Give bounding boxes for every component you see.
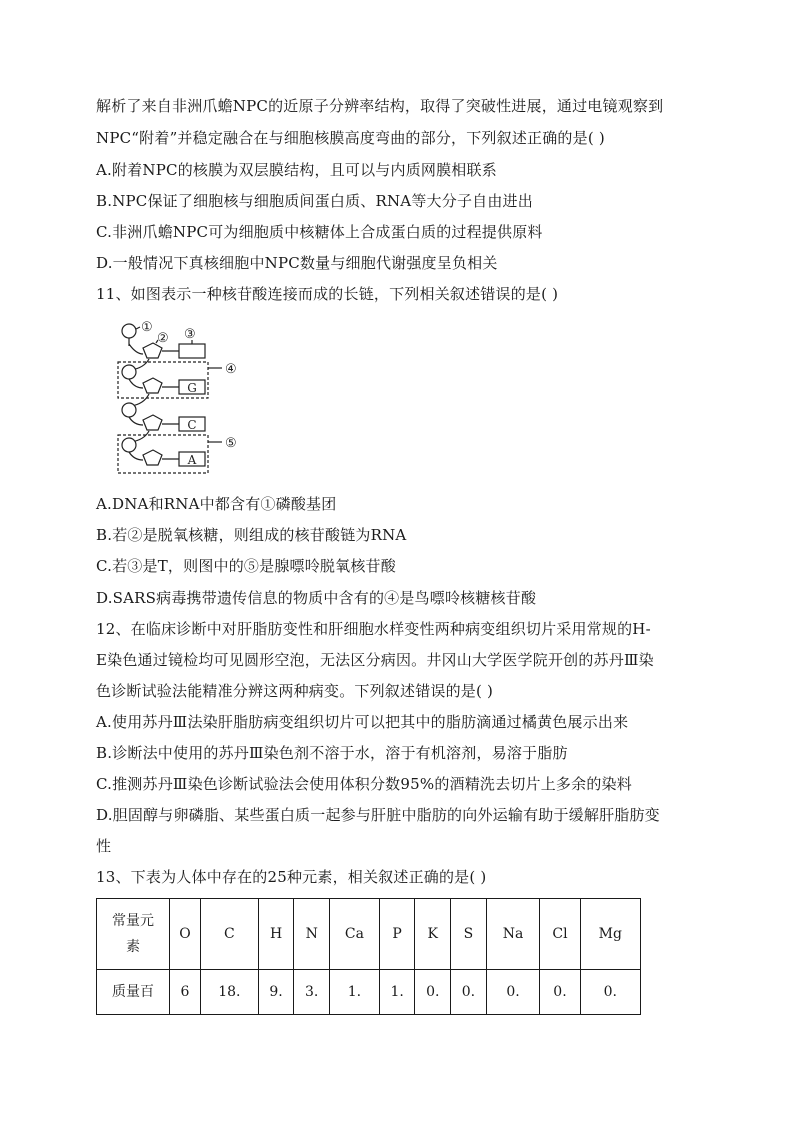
text-line-2: NPC“附着”并稳定融合在与细胞核膜高度弯曲的部分，下列叙述正确的是( ) bbox=[96, 129, 605, 147]
base-3-box bbox=[179, 344, 205, 358]
question-12-line-2: E染色通过镜检均可见圆形空泡，无法区分病因。井冈山大学医学院开创的苏丹Ⅲ染 bbox=[96, 651, 654, 669]
element-cell: N bbox=[294, 899, 330, 970]
element-cell: H bbox=[258, 899, 294, 970]
option-10a: A.附着NPC的核膜为双层膜结构，且可以与内质网膜相联系 bbox=[96, 161, 497, 179]
value-cell: 0. bbox=[486, 970, 540, 1015]
header-cell: 质量百 bbox=[97, 970, 170, 1015]
base-g: G bbox=[187, 381, 197, 395]
option-12c: C.推测苏丹Ⅲ染色诊断试验法会使用体积分数95%的酒精洗去切片上多余的染料 bbox=[96, 775, 632, 793]
question-11: 11、如图表示一种核苷酸连接而成的长链，下列相关叙述错误的是( ) bbox=[96, 285, 559, 303]
value-cell: 9. bbox=[258, 970, 294, 1015]
element-cell: P bbox=[379, 899, 415, 970]
question-12-line-3: 色诊断试验法能精准分辨这两种病变。下列叙述错误的是( ) bbox=[96, 682, 494, 700]
nucleotide-chain-diagram bbox=[112, 318, 252, 480]
option-12d-cont: 性 bbox=[96, 837, 112, 855]
label-1: ① bbox=[141, 320, 153, 335]
base-a: A bbox=[187, 453, 197, 467]
label-2: ② bbox=[157, 331, 169, 346]
option-11b: B.若②是脱氧核糖，则组成的核苷酸链为RNA bbox=[96, 526, 407, 544]
value-cell: 1. bbox=[330, 970, 380, 1015]
header-cell: 常量元 素 bbox=[97, 899, 170, 970]
option-12a: A.使用苏丹Ⅲ法染肝脂肪病变组织切片可以把其中的脂肪滴通过橘黄色展示出来 bbox=[96, 713, 629, 731]
option-10c: C.非洲爪蟾NPC可为细胞质中核糖体上合成蛋白质的过程提供原料 bbox=[96, 223, 543, 241]
option-10d: D.一般情况下真核细胞中NPC数量与细胞代谢强度呈负相关 bbox=[96, 254, 498, 272]
label-3: ③ bbox=[184, 327, 196, 342]
text-line-1: 解析了来自非洲爪蟾NPC的近原子分辨率结构，取得了突破性进展，通过电镜观察到 bbox=[96, 97, 664, 115]
element-cell: Ca bbox=[330, 899, 380, 970]
value-cell: 18. bbox=[200, 970, 258, 1015]
option-12b: B.诊断法中使用的苏丹Ⅲ染色剂不溶于水，溶于有机溶剂，易溶于脂肪 bbox=[96, 744, 568, 762]
value-cell: 0. bbox=[540, 970, 580, 1015]
value-cell: 1. bbox=[379, 970, 415, 1015]
label-5: ⑤ bbox=[225, 436, 237, 451]
value-cell: 3. bbox=[294, 970, 330, 1015]
option-11d: D.SARS病毒携带遗传信息的物质中含有的④是鸟嘌呤核糖核苷酸 bbox=[96, 589, 537, 607]
element-cell: S bbox=[451, 899, 487, 970]
element-cell: Na bbox=[486, 899, 540, 970]
element-cell: Cl bbox=[540, 899, 580, 970]
label-4: ④ bbox=[225, 362, 237, 377]
element-cell: K bbox=[415, 899, 451, 970]
question-13: 13、下表为人体中存在的25种元素，相关叙述正确的是( ) bbox=[96, 868, 487, 886]
element-cell: C bbox=[200, 899, 258, 970]
value-cell: 6 bbox=[170, 970, 201, 1015]
value-cell: 0. bbox=[580, 970, 640, 1015]
phosphate-1 bbox=[122, 324, 136, 338]
base-c: C bbox=[187, 418, 197, 432]
option-12d: D.胆固醇与卵磷脂、某些蛋白质一起参与肝脏中脂肪的向外运输有助于缓解肝脂肪变 bbox=[96, 806, 660, 824]
element-cell: O bbox=[170, 899, 201, 970]
option-11c: C.若③是T，则图中的⑤是腺嘌呤脱氧核苷酸 bbox=[96, 557, 396, 575]
element-table bbox=[96, 898, 641, 1015]
question-12-line-1: 12、在临床诊断中对肝脂肪变性和肝细胞水样变性两种病变组织切片采用常规的H- bbox=[96, 620, 651, 638]
option-11a: A.DNA和RNA中都含有①磷酸基团 bbox=[96, 495, 337, 513]
table-row-values bbox=[97, 970, 641, 1015]
option-10b: B.NPC保证了细胞核与细胞质间蛋白质、RNA等大分子自由进出 bbox=[96, 192, 533, 210]
element-cell: Mg bbox=[580, 899, 640, 970]
table-row-elements bbox=[97, 899, 641, 970]
value-cell: 0. bbox=[451, 970, 487, 1015]
value-cell: 0. bbox=[415, 970, 451, 1015]
